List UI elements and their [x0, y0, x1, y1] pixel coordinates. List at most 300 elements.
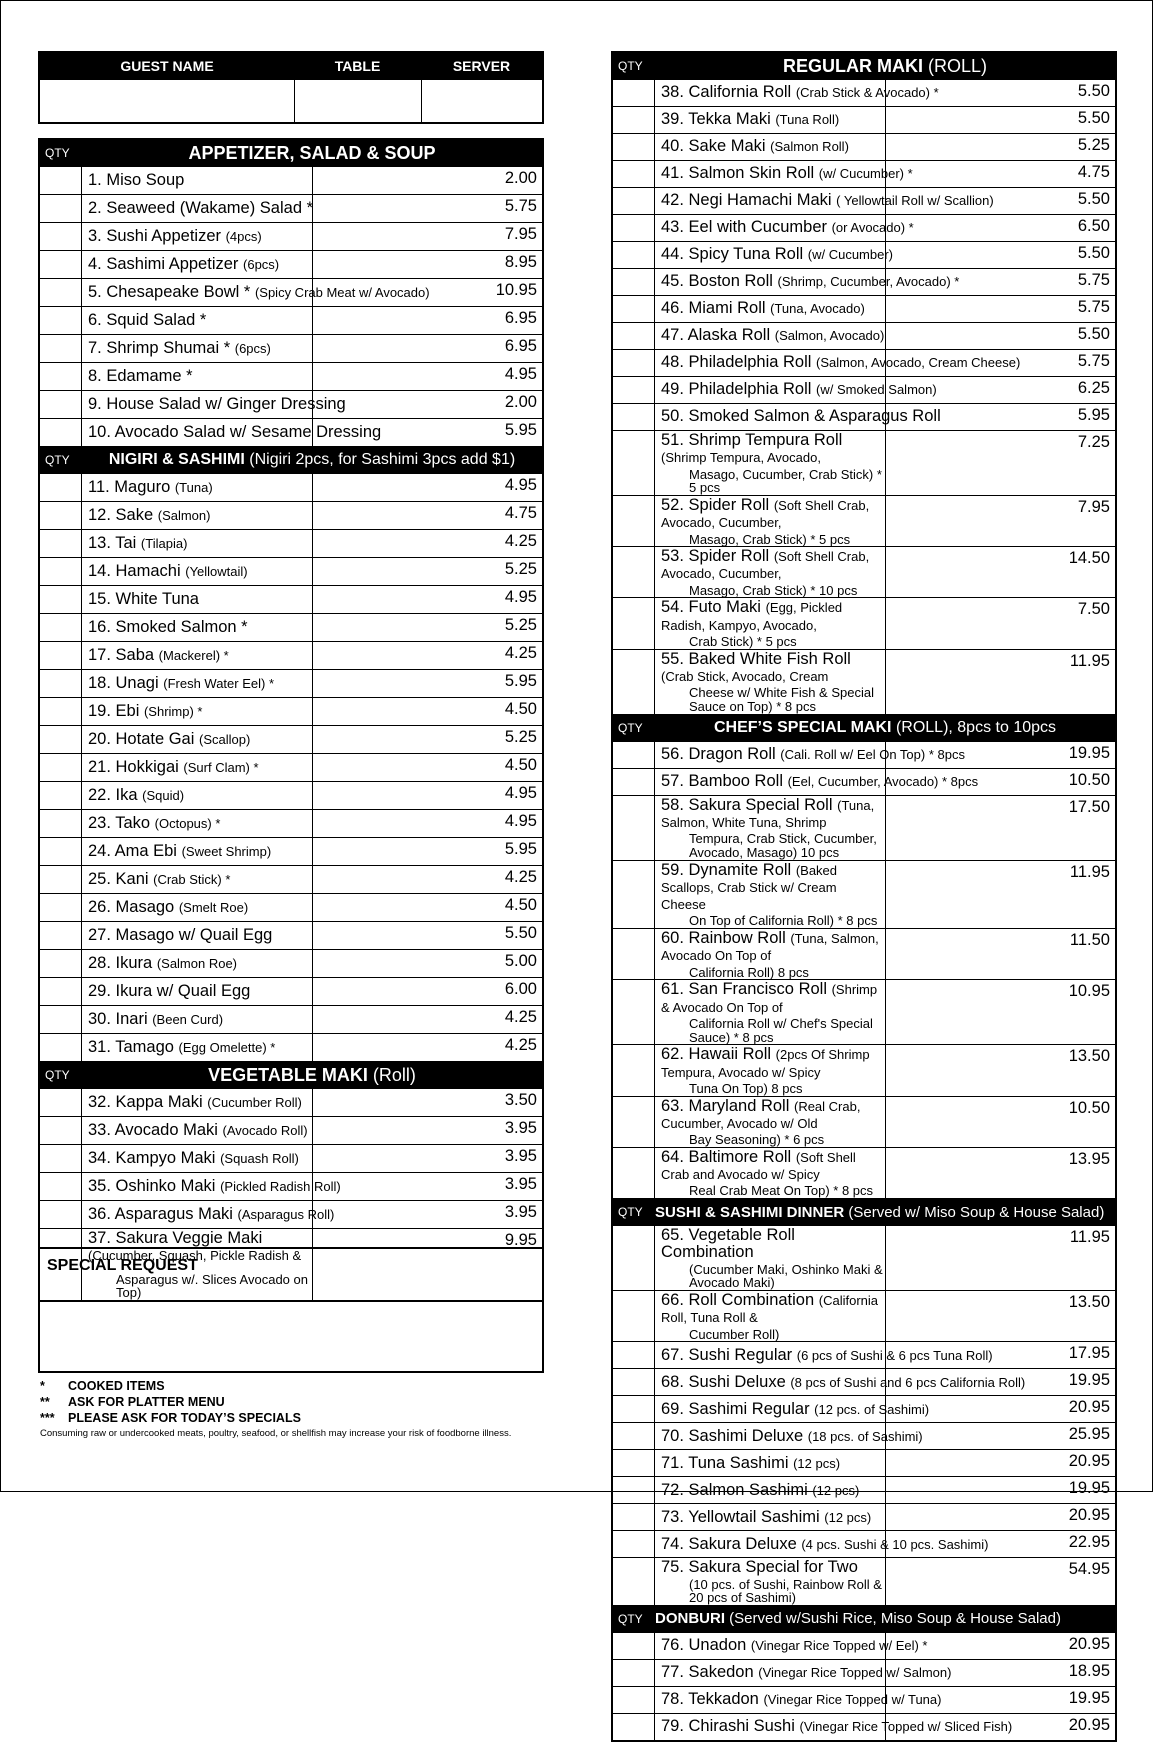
item-name: 8. Edamame *	[88, 366, 193, 385]
menu-item-row	[39, 782, 543, 810]
item-cell	[82, 167, 313, 195]
item-cell	[655, 350, 1021, 377]
item-name: 27. Masago w/ Quail Egg	[88, 925, 273, 944]
menu-item-row	[612, 296, 1116, 323]
menu-item-row	[612, 741, 1116, 768]
qty-cell[interactable]	[612, 1423, 655, 1450]
item-description: (Surf Clam)	[183, 759, 250, 775]
item-price: 4.50	[312, 894, 543, 922]
menu-item-row	[612, 768, 1116, 795]
qty-cell[interactable]	[612, 1396, 655, 1423]
qty-cell[interactable]	[612, 80, 655, 107]
item-note: *	[193, 703, 203, 719]
menu-item-row	[39, 922, 543, 950]
menu-item-row	[612, 1632, 1116, 1659]
menu-item-row	[39, 698, 543, 726]
item-description: (Octopus)	[154, 815, 212, 831]
qty-cell[interactable]	[39, 810, 82, 838]
qty-cell[interactable]	[39, 502, 82, 530]
item-price: 3.95	[312, 1201, 543, 1229]
item-name: 31. Tamago	[88, 1037, 174, 1056]
item-price: 3.95	[312, 1173, 543, 1201]
guest-name-header: GUEST NAME	[39, 52, 294, 80]
menu-item-row	[612, 1147, 1116, 1198]
menu-item-row	[612, 242, 1116, 269]
item-price: 4.95	[312, 363, 543, 391]
item-price: 17.95	[885, 1342, 1116, 1369]
item-cell	[82, 586, 313, 614]
item-name: 30. Inari	[88, 1009, 148, 1028]
item-description: (4pcs)	[225, 228, 262, 244]
qty-cell[interactable]	[39, 782, 82, 810]
qty-cell[interactable]	[612, 404, 655, 431]
item-cell	[655, 1450, 886, 1477]
item-cell	[82, 1034, 313, 1062]
item-cell	[655, 1504, 886, 1531]
qty-cell[interactable]	[39, 335, 82, 363]
menu-item-row	[612, 929, 1116, 980]
menu-item-row	[39, 251, 543, 279]
qty-cell[interactable]	[612, 1713, 655, 1741]
qty-cell[interactable]	[612, 1632, 655, 1659]
item-price: 20.95	[885, 1450, 1116, 1477]
item-price: 20.95	[885, 1396, 1116, 1423]
item-price: 4.95	[312, 782, 543, 810]
qty-cell[interactable]	[39, 167, 82, 195]
menu-item-row	[39, 558, 543, 586]
item-name: 11. Maguro	[88, 477, 171, 496]
item-description: (Vinegar Rice Topped w/ Eel)	[750, 1638, 919, 1654]
item-price: 4.50	[312, 754, 543, 782]
item-price: 4.25	[312, 1034, 543, 1062]
section-header	[612, 52, 1116, 80]
menu-item-row	[612, 1713, 1116, 1741]
item-description: (Soft Shell Crab, Avocado, Cucumber,	[661, 497, 870, 531]
item-cell	[655, 1477, 886, 1504]
qty-cell[interactable]	[612, 741, 655, 768]
item-cell	[655, 929, 886, 980]
item-description: (Vinegar Rice Topped w/ Sliced Fish)	[799, 1719, 1013, 1735]
item-description: (Scallop)	[199, 731, 251, 747]
item-price: 5.50	[885, 80, 1116, 107]
item-cell	[655, 1342, 993, 1369]
item-name: 26. Masago	[88, 897, 175, 916]
qty-cell[interactable]	[39, 698, 82, 726]
item-name: 48. Philadelphia Roll	[661, 353, 812, 372]
menu-item-row	[39, 754, 543, 782]
qty-cell[interactable]	[612, 161, 655, 188]
item-description-cont: California Roll w/ Chef's Special Sauce) * 8 pcs	[689, 1015, 873, 1045]
item-cell	[655, 377, 937, 404]
item-price: 6.95	[312, 307, 543, 335]
menu-item-row	[39, 1006, 543, 1034]
item-cell	[655, 269, 960, 296]
item-cell	[82, 922, 313, 950]
item-name: 36. Asparagus Maki	[88, 1204, 233, 1223]
qty-cell[interactable]	[39, 1089, 82, 1117]
menu-item-row	[39, 363, 543, 391]
item-price: 10.95	[885, 980, 1116, 1045]
item-description: (Shrimp, Cucumber, Avocado)	[777, 274, 951, 290]
item-cell	[655, 1147, 886, 1198]
item-price: 5.95	[885, 404, 1116, 431]
item-description: (12 pcs)	[812, 1482, 860, 1498]
item-cell	[655, 107, 886, 134]
item-name: 21. Hokkigai	[88, 757, 179, 776]
item-price: 11.50	[885, 929, 1116, 980]
item-cell	[82, 810, 313, 838]
item-name: 1. Miso Soup	[88, 170, 185, 189]
item-cell	[82, 670, 313, 698]
item-description: (Vinegar Rice Topped w/ Tuna)	[763, 1692, 942, 1708]
qty-cell[interactable]	[39, 1173, 82, 1201]
item-name: 50. Smoked Salmon & Asparagus Roll	[661, 407, 941, 426]
qty-cell[interactable]	[612, 598, 655, 649]
item-name: 25. Kani	[88, 869, 149, 888]
menu-item-row	[612, 1558, 1116, 1606]
item-note: *	[265, 675, 274, 691]
menu-table	[611, 51, 1117, 1742]
item-name: 55. Baked White Fish Roll	[661, 649, 851, 668]
item-description: (Squash Roll)	[220, 1150, 299, 1166]
qty-cell[interactable]	[39, 642, 82, 670]
item-description: (Tuna Roll)	[775, 112, 840, 128]
qty-cell[interactable]	[39, 726, 82, 754]
section-title	[655, 1199, 1117, 1226]
qty-cell[interactable]	[612, 134, 655, 161]
item-description: (Tuna, Salmon, Avocado On Top of	[661, 931, 879, 964]
qty-cell[interactable]	[612, 1531, 655, 1558]
item-description: (Vinegar Rice Topped w/ Salmon)	[758, 1665, 952, 1681]
qty-cell[interactable]	[39, 1006, 82, 1034]
item-note: * 8pcs	[925, 746, 965, 762]
item-cell	[82, 391, 346, 419]
item-price: 13.95	[885, 1147, 1116, 1198]
item-name: 9. House Salad w/ Ginger Dressing	[88, 394, 346, 413]
qty-cell[interactable]	[39, 419, 82, 447]
qty-cell[interactable]	[39, 894, 82, 922]
menu-item-row	[612, 598, 1116, 649]
item-cell	[82, 978, 313, 1006]
item-price: 10.50	[885, 768, 1116, 795]
menu-item-row	[612, 1226, 1116, 1291]
item-note: *	[950, 274, 960, 290]
qty-cell[interactable]	[39, 251, 82, 279]
item-name: 78. Tekkadon	[661, 1690, 759, 1709]
item-cell	[82, 279, 430, 307]
menu-item-row	[612, 795, 1116, 860]
item-name: 52. Spider Roll	[661, 495, 770, 514]
qty-label: QTY	[612, 1605, 655, 1632]
item-note: *	[211, 815, 221, 831]
menu-item-row	[612, 404, 1116, 431]
item-price: 5.95	[312, 419, 543, 447]
item-note: *	[266, 1039, 276, 1055]
qty-cell[interactable]	[612, 1558, 655, 1606]
qty-cell[interactable]	[39, 586, 82, 614]
item-cell	[82, 1201, 335, 1229]
item-name: 69. Sashimi Regular	[661, 1399, 810, 1418]
item-cell	[82, 838, 313, 866]
item-name: 44. Spicy Tuna Roll	[661, 245, 804, 264]
qty-cell[interactable]	[39, 614, 82, 642]
item-price: 7.25	[885, 431, 1116, 496]
section-title	[82, 1062, 544, 1089]
qty-cell[interactable]	[612, 795, 655, 860]
item-price: 4.95	[312, 810, 543, 838]
item-name: 67. Sushi Regular	[661, 1345, 793, 1364]
item-description-cont: California Roll) 8 pcs	[689, 964, 809, 980]
item-cell	[655, 768, 979, 795]
item-name: 22. Ika	[88, 785, 138, 804]
item-cell	[82, 1006, 313, 1034]
qty-cell[interactable]	[612, 1686, 655, 1713]
qty-cell[interactable]	[39, 1117, 82, 1145]
item-cell	[82, 866, 313, 894]
qty-cell[interactable]	[612, 860, 655, 929]
qty-cell[interactable]	[612, 1290, 655, 1341]
qty-cell[interactable]	[39, 558, 82, 586]
item-description: (w/ Smoked Salmon)	[816, 382, 937, 398]
qty-cell[interactable]	[612, 1659, 655, 1686]
section-header	[612, 1605, 1116, 1632]
menu-item-row	[39, 1173, 543, 1201]
item-name: 23. Tako	[88, 813, 151, 832]
qty-cell[interactable]	[612, 1369, 655, 1396]
item-name: 56. Dragon Roll	[661, 744, 776, 763]
menu-item-row	[39, 474, 543, 502]
qty-cell[interactable]	[39, 922, 82, 950]
qty-cell[interactable]	[612, 980, 655, 1045]
qty-cell[interactable]	[612, 431, 655, 496]
item-description-cont: Asparagus w/. Slices Avocado on Top)	[116, 1271, 308, 1301]
item-cell	[82, 1173, 341, 1201]
qty-cell[interactable]	[612, 929, 655, 980]
item-name: 16. Smoked Salmon *	[88, 617, 248, 636]
menu-item-row	[612, 547, 1116, 598]
server-header: SERVER	[421, 52, 543, 80]
special-request-box[interactable]	[38, 1247, 544, 1373]
item-description: (Salmon Roll)	[770, 139, 849, 155]
qty-cell[interactable]	[612, 377, 655, 404]
item-name: 75. Sakura Special for Two	[661, 1558, 858, 1577]
qty-cell[interactable]	[39, 307, 82, 335]
qty-cell[interactable]	[612, 768, 655, 795]
item-cell	[655, 1369, 1026, 1396]
qty-cell[interactable]	[612, 350, 655, 377]
section-title-text: DONBURI	[655, 1610, 725, 1628]
menu-item-row	[612, 1045, 1116, 1096]
menu-item-row	[612, 431, 1116, 496]
qty-cell[interactable]	[612, 188, 655, 215]
item-name: 71. Tuna Sashimi	[661, 1453, 789, 1472]
item-name: 3. Sushi Appetizer	[88, 226, 221, 245]
section-header	[39, 139, 543, 167]
item-description: (12 pcs. of Sashimi)	[814, 1401, 930, 1417]
section-title	[82, 139, 544, 167]
menu-item-row	[39, 614, 543, 642]
item-description-cont: Bay Seasoning) * 6 pcs	[689, 1132, 825, 1148]
item-description-cont: Cheese w/ White Fish & Special Sauce on Top) * 8 pcs	[689, 685, 874, 714]
qty-cell[interactable]	[612, 1504, 655, 1531]
item-cell	[655, 1558, 886, 1606]
qty-cell[interactable]	[612, 1226, 655, 1291]
item-price: 4.25	[312, 866, 543, 894]
item-description: (Cucumber, Squash, Pickle Radish &	[88, 1248, 302, 1264]
qty-cell[interactable]	[39, 1201, 82, 1229]
qty-cell[interactable]	[39, 363, 82, 391]
qty-cell[interactable]	[39, 530, 82, 558]
item-price: 5.75	[885, 296, 1116, 323]
item-name: 32. Kappa Maki	[88, 1092, 203, 1111]
qty-cell[interactable]	[39, 279, 82, 307]
item-description: (Tuna, Avocado)	[770, 301, 865, 317]
item-name: 79. Chirashi Sushi	[661, 1717, 795, 1736]
qty-label: QTY	[612, 714, 655, 741]
item-price: 3.95	[312, 1145, 543, 1173]
item-name: 53. Spider Roll	[661, 547, 770, 566]
note-platter: ** ASK FOR PLATTER MENU	[40, 1395, 225, 1409]
item-price: 20.95	[885, 1504, 1116, 1531]
qty-cell[interactable]	[612, 107, 655, 134]
qty-label: QTY	[39, 139, 82, 167]
menu-item-row	[612, 860, 1116, 929]
item-cell	[82, 950, 313, 978]
item-cell	[82, 1117, 313, 1145]
section-title	[655, 714, 1117, 741]
item-cell	[655, 1045, 886, 1096]
item-description: (Crab Stick)	[153, 871, 222, 887]
menu-item-row	[39, 167, 543, 195]
qty-cell[interactable]	[39, 1034, 82, 1062]
item-cell	[82, 726, 313, 754]
item-name: 61. San Francisco Roll	[661, 980, 827, 999]
menu-item-row	[39, 307, 543, 335]
qty-cell[interactable]	[39, 670, 82, 698]
item-name: 60. Rainbow Roll	[661, 929, 786, 948]
item-price: 10.95	[312, 279, 543, 307]
guest-name-field[interactable]	[39, 80, 294, 124]
qty-cell[interactable]	[612, 296, 655, 323]
item-name: 37. Sakura Veggie Maki	[88, 1229, 263, 1247]
menu-item-row	[39, 279, 543, 307]
item-cell	[655, 215, 914, 242]
section-title-text: SUSHI & SASHIMI DINNER	[655, 1203, 845, 1221]
menu-item-row	[612, 188, 1116, 215]
table-field[interactable]	[294, 80, 421, 124]
qty-cell[interactable]	[612, 1477, 655, 1504]
qty-cell[interactable]	[612, 649, 655, 714]
item-price: 20.95	[885, 1713, 1116, 1741]
qty-cell[interactable]	[39, 223, 82, 251]
item-price: 4.25	[312, 530, 543, 558]
qty-cell[interactable]	[612, 547, 655, 598]
menu-item-row	[612, 323, 1116, 350]
qty-cell[interactable]	[39, 474, 82, 502]
menu-item-row	[39, 502, 543, 530]
item-cell	[82, 558, 313, 586]
qty-cell[interactable]	[39, 866, 82, 894]
item-description: (Smelt Roe)	[178, 899, 249, 915]
item-name: 58. Sakura Special Roll	[661, 795, 833, 814]
section-header	[612, 714, 1116, 741]
qty-cell[interactable]	[39, 195, 82, 223]
menu-item-row	[39, 894, 543, 922]
health-warning: Consuming raw or undercooked meats, poultry, seafood, or shellfish may increase your risk of foodborne illness.	[40, 1428, 512, 1439]
item-name: 14. Hamachi	[88, 561, 181, 580]
menu-item-row	[612, 649, 1116, 714]
qty-label: QTY	[612, 1199, 655, 1226]
menu-item-row	[39, 866, 543, 894]
item-note: *	[904, 166, 913, 182]
item-description: (Salmon, Avocado, Cream Cheese)	[816, 355, 1021, 371]
qty-cell[interactable]	[612, 269, 655, 296]
item-name: 38. California Roll	[661, 83, 792, 102]
section-subtitle: (Served w/ Miso Soup & House Salad)	[848, 1203, 1105, 1221]
item-name: 70. Sashimi Deluxe	[661, 1426, 804, 1445]
item-price: 54.95	[885, 1558, 1116, 1606]
qty-cell[interactable]	[39, 978, 82, 1006]
item-description-cont: Crab Stick) * 5 pcs	[689, 634, 797, 650]
qty-cell[interactable]	[39, 1145, 82, 1173]
item-name: 18. Unagi	[88, 673, 159, 692]
item-price: 4.50	[312, 698, 543, 726]
item-cell	[655, 1226, 886, 1291]
menu-item-row	[39, 419, 543, 447]
section-subtitle: (Served w/Sushi Rice, Miso Soup & House Salad)	[729, 1610, 1061, 1628]
item-price: 18.95	[885, 1659, 1116, 1686]
item-cell	[82, 782, 313, 810]
qty-cell[interactable]	[39, 950, 82, 978]
qty-cell[interactable]	[39, 391, 82, 419]
qty-cell[interactable]	[612, 1147, 655, 1198]
section-subtitle: (Nigiri 2pcs, for Sashimi 3pcs add $1)	[249, 451, 516, 468]
qty-cell[interactable]	[612, 1450, 655, 1477]
qty-cell[interactable]	[612, 1096, 655, 1147]
section-header	[39, 1062, 543, 1089]
item-name: 2. Seaweed (Wakame) Salad *	[88, 198, 313, 217]
item-cell	[655, 1396, 930, 1423]
qty-cell[interactable]	[612, 1342, 655, 1369]
section-header	[39, 447, 543, 474]
item-cell	[655, 795, 886, 860]
item-description: (Shrimp)	[143, 703, 194, 719]
qty-cell[interactable]	[612, 242, 655, 269]
item-note: *	[918, 1638, 928, 1654]
item-name: 68. Sushi Deluxe	[661, 1372, 786, 1391]
server-field[interactable]	[421, 80, 543, 124]
item-description-cont: Masago, Crab Stick) * 10 pcs	[689, 582, 858, 598]
qty-cell[interactable]	[612, 323, 655, 350]
qty-cell[interactable]	[612, 1045, 655, 1096]
menu-item-row	[39, 586, 543, 614]
menu-item-row	[612, 1450, 1116, 1477]
qty-cell[interactable]	[612, 495, 655, 546]
menu-item-row	[39, 726, 543, 754]
qty-label: QTY	[39, 1062, 82, 1089]
note-cooked: * COOKED ITEMS	[40, 1379, 165, 1393]
qty-cell[interactable]	[612, 215, 655, 242]
item-price: 5.75	[885, 269, 1116, 296]
item-price: 6.00	[312, 978, 543, 1006]
menu-item-row	[39, 642, 543, 670]
item-note: *	[221, 871, 231, 887]
item-price: 19.95	[885, 1686, 1116, 1713]
qty-cell[interactable]	[39, 838, 82, 866]
qty-cell[interactable]	[39, 754, 82, 782]
item-name: 20. Hotate Gai	[88, 729, 195, 748]
item-name: 74. Sakura Deluxe	[661, 1534, 797, 1553]
